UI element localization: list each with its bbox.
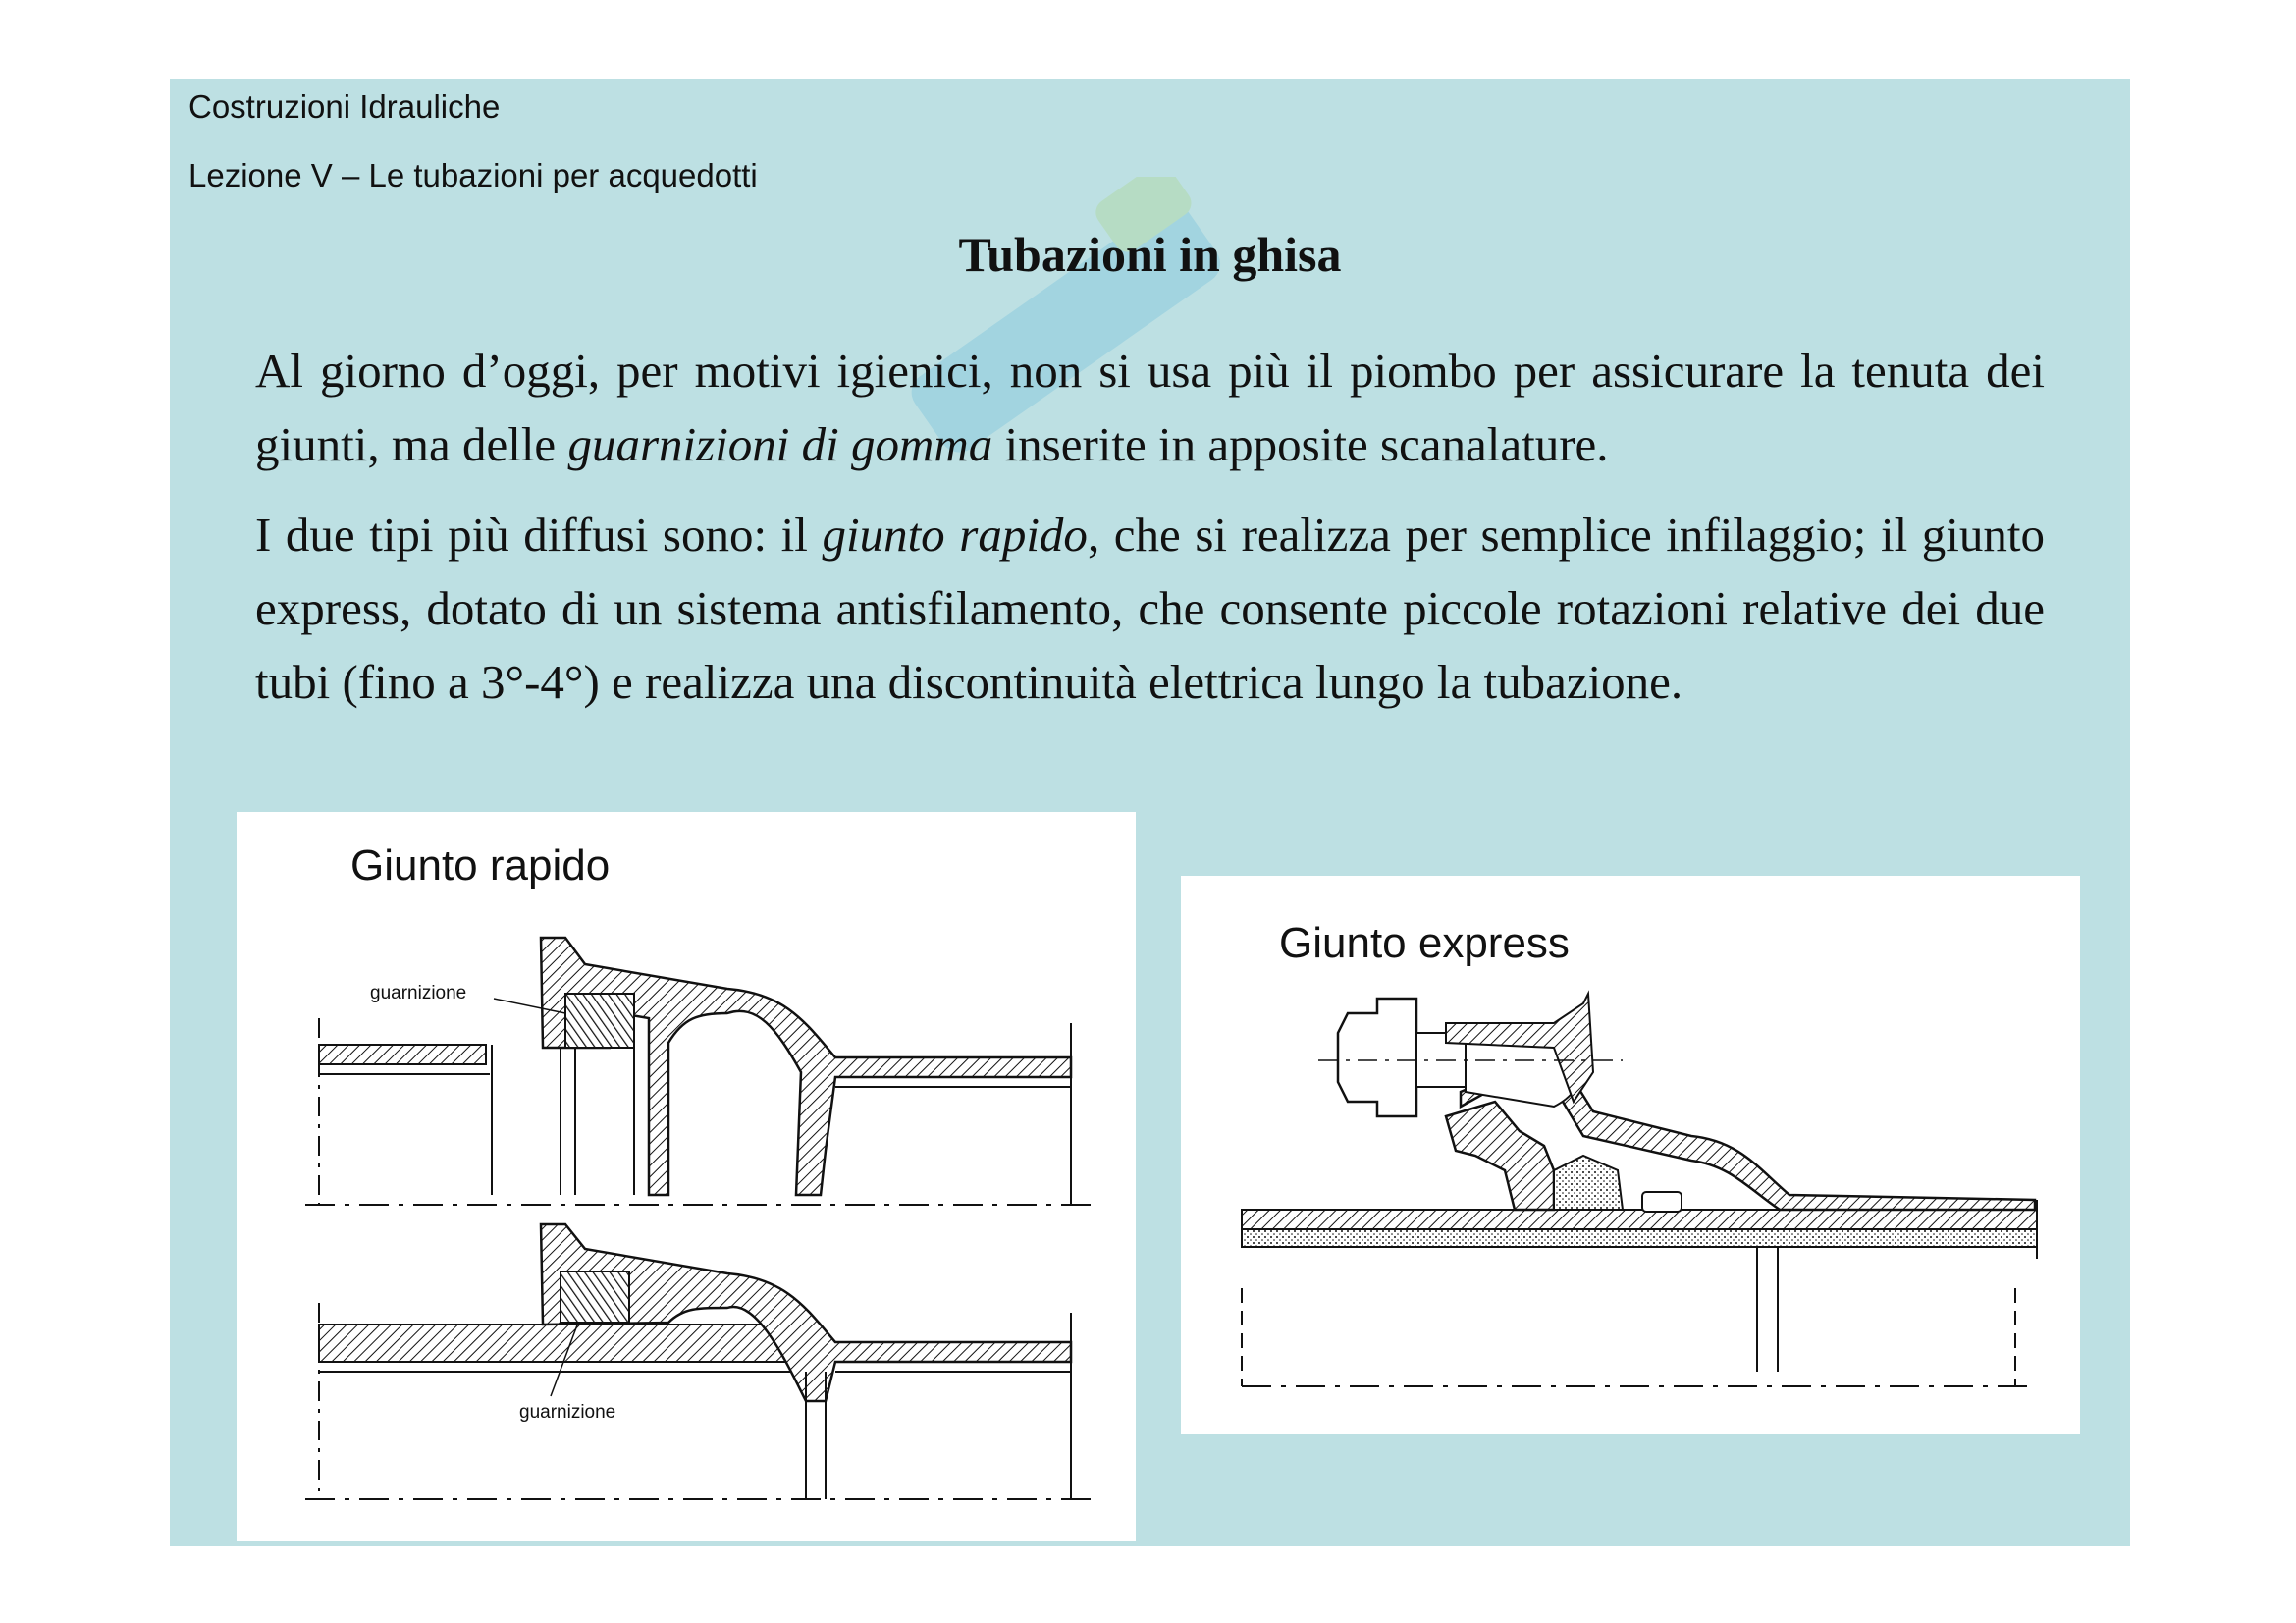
course-title: Costruzioni Idrauliche	[188, 88, 501, 125]
rapido-lower-drawing	[305, 1224, 1100, 1499]
rapido-gasket-label-top: guarnizione	[370, 983, 467, 1003]
paragraph2-text-a: I due tipi più diffusi sono: il	[255, 508, 823, 562]
paragraph2-text-b: , che si realizza per semplice infilaggio; il giunto express, dotato di un sistema antisfilamento, che consente piccole rotazioni relative dei due tubi (fino a 3°-4°) e realizza una discontinuità elettrica lungo la tubazione.	[255, 508, 2045, 709]
paragraph2-italic: giunto rapido	[822, 508, 1088, 562]
lesson-title: Lezione V – Le tubazioni per acquedotti	[188, 157, 758, 193]
paragraph-joint-types	[255, 498, 2045, 719]
figure-express-label: Giunto express	[1279, 919, 1570, 967]
giunto-express-drawing	[1181, 876, 2080, 1434]
figure-giunto-rapido	[237, 812, 1136, 1541]
paragraph1-italic: guarnizioni di gomma	[567, 417, 993, 471]
figure-giunto-express	[1181, 876, 2080, 1434]
paragraph1-text-b: inserite in apposite scanalature.	[992, 417, 1609, 471]
rapido-upper-drawing	[305, 938, 1100, 1205]
slide	[170, 79, 2130, 1546]
paragraph-gaskets	[255, 334, 2045, 481]
paragraph1-text-a: Al giorno d’oggi, per motivi igienici, non si usa più il piombo per assicurare la tenuta dei giunti, ma delle	[255, 344, 2045, 471]
slide-title: Tubazioni in ghisa	[958, 227, 1342, 282]
giunto-rapido-drawing	[237, 812, 1136, 1541]
rapido-gasket-label-bottom: guarnizione	[519, 1402, 616, 1423]
figure-rapido-label: Giunto rapido	[350, 841, 611, 890]
